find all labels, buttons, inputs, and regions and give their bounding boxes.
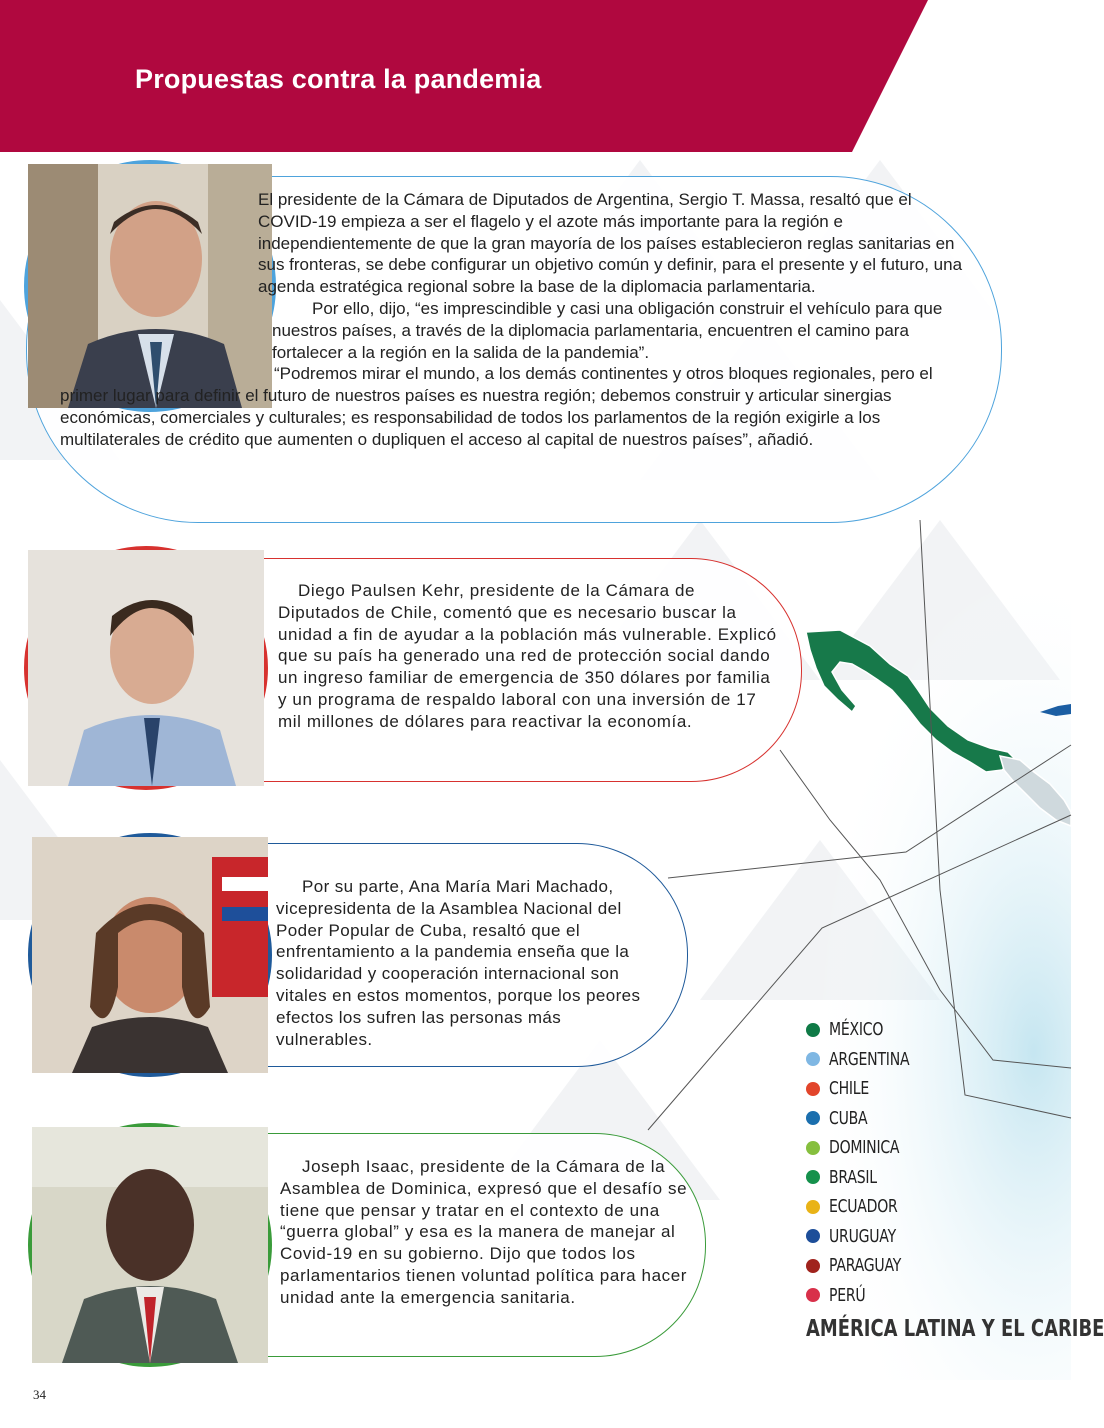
legend-dot (806, 1259, 820, 1273)
legend-label: PERÚ (829, 1284, 866, 1306)
legend-item-peru (806, 1281, 932, 1311)
paragraph-2: Por ello, dijo, “es imprescindible y casi una obligación construir el vehículo para que nuestros países, a través de la diplomacia parlamentaria, encuentren el camino para fortalecer a la región en la salida de la pandemia”. (272, 298, 943, 362)
legend-item-dominica (806, 1133, 932, 1163)
paragraph-1: Joseph Isaac, presidente de la Cámara de la Asamblea de Dominica, expresó que el desafío se tiene que pensar y tratar en el contexto de una “guerra global” y esa es la manera de manejar al Covid-19 en su gobierno. Dijo que todos los parlamentarios tienen voluntad política para hacer unidad ante la emergencia sanitaria. (280, 1157, 688, 1307)
portrait-image (28, 550, 264, 786)
paragraph-1: El presidente de la Cámara de Diputados de Argentina, Sergio T. Massa, resaltó que el COVID-19 empieza a ser el flagelo y el azote más importante para la región e independientemente de que la gran mayoría de los países establecieron reglas sanitarias en sus fronteras, se debe configurar un objetivo común y definir, para el presente y el futuro, una agenda estratégica regional sobre la base de la diplomacia parlamentaria. (258, 190, 963, 297)
legend-item-argentina (806, 1045, 932, 1075)
legend-label: CUBA (829, 1107, 868, 1129)
paragraph-3: “Podremos mirar el mundo, a los demás continentes y otros bloques regionales, pero el primer lugar para definir el futuro de nuestros países es nuestra región; debemos construir y articular sinergias económicas, comerciales y culturales; es responsabilidad de todos los parlamentos de la región exigirle a los multilaterales de crédito que aumenten o dupliquen el acceso al capital de nuestros países”, añadió. (60, 364, 933, 449)
legend-label: PARAGUAY (829, 1255, 902, 1277)
legend-dot (806, 1111, 820, 1125)
legend-dot (806, 1170, 820, 1184)
legend-label: URUGUAY (829, 1225, 896, 1247)
legend-dot (806, 1141, 820, 1155)
legend-dot (806, 1288, 820, 1302)
legend-item-mexico (806, 1015, 932, 1045)
legend-dot (806, 1082, 820, 1096)
legend-item-brasil (806, 1163, 932, 1193)
testimonial-text-chile (278, 580, 778, 733)
legend-label: ECUADOR (829, 1196, 898, 1218)
country-legend (806, 1015, 932, 1310)
photo-paulsen (24, 546, 268, 790)
paragraph-1: Diego Paulsen Kehr, presidente de la Cámara de Diputados de Chile, comentó que es necesario buscar la unidad a fin de ayudar a la población más vulnerable. Explicó que su país ha generado una red de protección social dando un ingreso familiar de emergencia de 350 dólares por familia y un programa de respaldo laboral con una inversión de 17 mil millones de dólares para reactivar la economía. (278, 581, 777, 731)
legend-label: CHILE (829, 1078, 870, 1100)
photo-mari-machado (28, 833, 272, 1077)
legend-label: BRASIL (829, 1166, 877, 1188)
legend-dot (806, 1023, 820, 1037)
testimonial-text-argentina (60, 189, 970, 451)
legend-item-chile (806, 1074, 932, 1104)
legend-dot (806, 1052, 820, 1066)
legend-item-paraguay (806, 1251, 932, 1281)
photo-isaac (28, 1123, 272, 1367)
legend-dot (806, 1200, 820, 1214)
legend-item-ecuador (806, 1192, 932, 1222)
page-title: Propuestas contra la pandemia (135, 64, 542, 94)
legend-label: MÉXICO (829, 1019, 884, 1041)
legend-label: ARGENTINA (829, 1048, 910, 1070)
portrait-image (32, 837, 268, 1073)
region-title: AMÉRICA LATINA Y EL CARIBE (806, 1316, 1104, 1342)
page-number: 34 (33, 1387, 46, 1402)
paragraph-1: Por su parte, Ana María Mari Machado, vicepresidenta de la Asamblea Nacional del Poder Popular de Cuba, resaltó que el enfrentamiento a la pandemia enseña que la solidaridad y cooperación internacional son vitales en estos momentos, porque los peores efectos los sufren las personas más vulnerables. (276, 877, 641, 1049)
portrait-image (32, 1127, 268, 1363)
legend-item-uruguay (806, 1222, 932, 1252)
testimonial-text-dominica (280, 1156, 690, 1309)
testimonial-text-cuba (276, 876, 662, 1050)
legend-label: DOMINICA (829, 1137, 900, 1159)
legend-item-cuba (806, 1104, 932, 1134)
legend-dot (806, 1229, 820, 1243)
